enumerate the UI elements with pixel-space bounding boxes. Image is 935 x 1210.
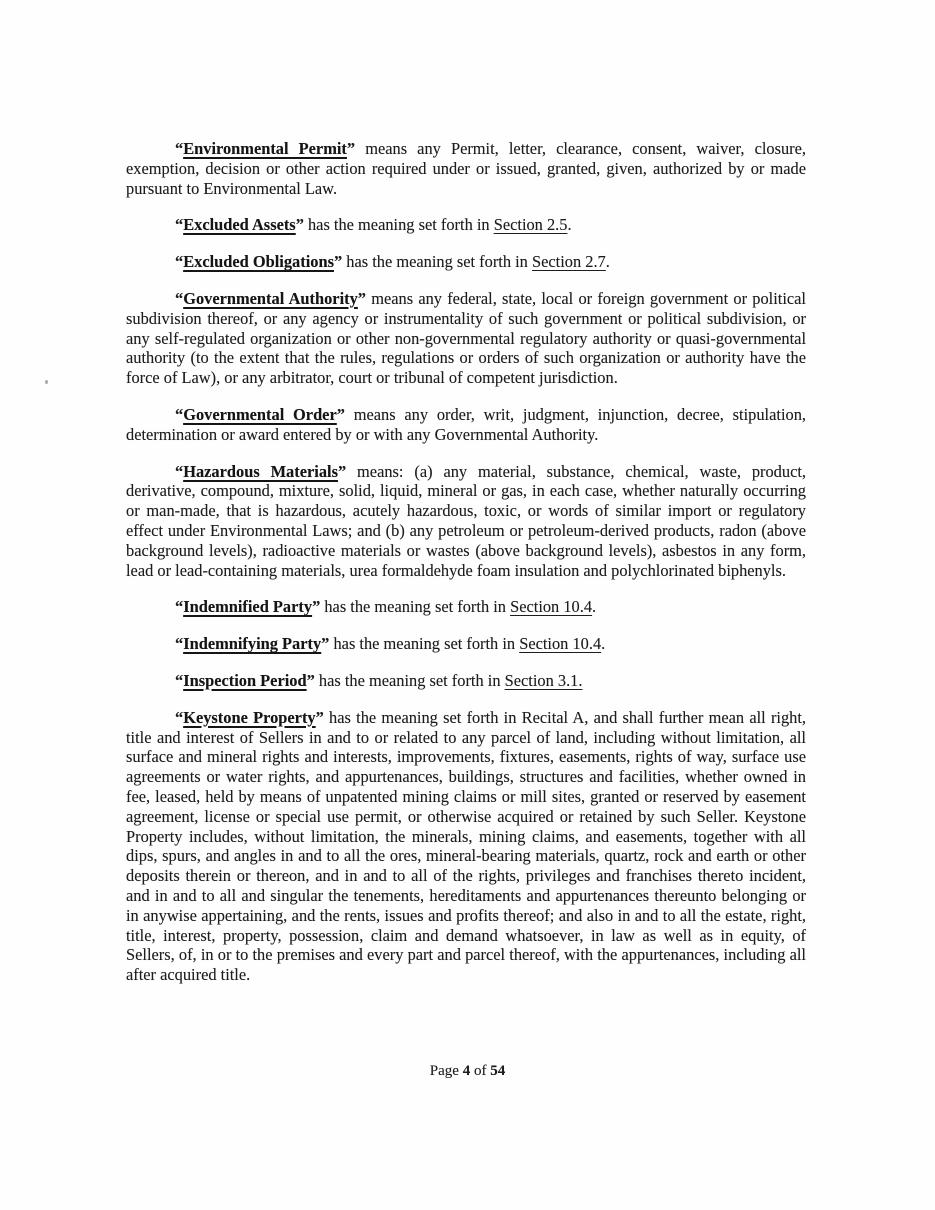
- document-body: [126, 139, 806, 985]
- defined-term: Inspection Period: [183, 670, 307, 690]
- definition-paragraph-indemnified-party: [126, 597, 806, 617]
- section-reference: Section 10.4: [510, 597, 593, 617]
- open-quote: “: [175, 707, 184, 727]
- open-quote: “: [175, 252, 184, 272]
- open-quote: “: [175, 215, 184, 235]
- paragraph-text: has the meaning set forth in: [320, 597, 511, 617]
- close-quote: ”: [336, 404, 345, 424]
- defined-term: Hazardous Materials: [183, 461, 338, 481]
- defined-term: Governmental Authority: [183, 288, 358, 308]
- section-reference: Section 3.1.: [504, 670, 583, 690]
- paragraph-text: has the meaning set forth in Recital A, and shall further mean all right, title and interest of Sellers in and to or related to any parcel of land, including without limitation, all surface and mineral rights and interests, improvements, fixtures, easements, rights of way, surface use agreements or water rights, and appurtenances, buildings, structures and facilities, whether owned in fee, leased, held by means of unpatented mining claims or mill sites, granted or reserved by easement agreement, license or special use permit, or otherwise acquired or retained by such Seller. Keystone Property includes, without limitation, the minerals, mining claims, and easements, together with all dips, spurs, and angles in and to all the ores, mineral-bearing materials, quartz, rock and earth or other deposits therein or thereon, and in and to all of the rights, privileges and franchises thereto incident, and in and to all and singular the tenements, hereditaments and appurtenances thereunto belonging or in anywise appertaining, and the rents, issues and profits thereof; and also in and to all the estate, right, title, interest, property, possession, claim and demand whatsoever, in law as well as in equity, of Sellers, of, in or to the premises and every part and parcel thereof, with the appurtenances, including all after acquired title.: [126, 707, 807, 985]
- close-quote: ”: [333, 252, 343, 272]
- footer-page-number: 4: [462, 1063, 471, 1079]
- paragraph-text: means any Permit, letter, clearance, consent, waiver, closure, exemption, decision or other action required under or issued, granted, given, authorized by or made pursuant to Environmental Law.: [126, 139, 806, 198]
- scan-speck-artifact: [45, 380, 48, 384]
- defined-term: Governmental Order: [183, 404, 337, 424]
- section-reference: Section 10.4: [519, 634, 602, 654]
- defined-term: Indemnifying Party: [183, 634, 322, 654]
- close-quote: ”: [295, 215, 304, 235]
- defined-term: Keystone Property: [183, 707, 316, 727]
- paragraph-text: .: [601, 634, 606, 654]
- definition-paragraph-governmental-authority: [126, 289, 806, 388]
- open-quote: “: [175, 634, 184, 654]
- paragraph-text: has the meaning set forth in: [329, 634, 520, 654]
- close-quote: ”: [321, 634, 330, 654]
- open-quote: “: [175, 139, 184, 158]
- definition-paragraph-inspection-period: [126, 671, 806, 691]
- footer-of-label: of: [470, 1063, 491, 1079]
- definition-paragraph-excluded-obligations: [126, 252, 806, 272]
- paragraph-text: has the meaning set forth in: [303, 215, 494, 235]
- paragraph-text: has the meaning set forth in: [314, 670, 505, 690]
- section-reference: Section 2.5: [493, 215, 568, 235]
- defined-term: Indemnified Party: [183, 597, 313, 617]
- open-quote: “: [175, 670, 184, 690]
- open-quote: “: [175, 597, 184, 617]
- section-reference: Section 2.7: [531, 252, 606, 272]
- paragraph-text: .: [605, 252, 610, 272]
- open-quote: “: [175, 461, 184, 481]
- defined-term: Environmental Permit: [183, 139, 347, 158]
- paragraph-text: means any federal, state, local or foreign government or political subdivision thereof, or any agency or instrumentality of such government or political subdivision, or any self-regulated organization or other non-governmental regulatory authority or quasi-governmental authority (to the extent that the rules, regulations or orders of such organization or authority have the force of Law), or any arbitrator, court or tribunal of competent jurisdiction.: [126, 288, 806, 388]
- definition-paragraph-indemnifying-party: [126, 634, 806, 654]
- footer-total-pages: 54: [490, 1063, 506, 1079]
- close-quote: ”: [312, 597, 321, 617]
- page-footer: [0, 1062, 935, 1080]
- close-quote: ”: [346, 139, 356, 158]
- definition-paragraph-hazardous-materials: [126, 462, 806, 581]
- paragraph-text: has the meaning set forth in: [342, 252, 532, 272]
- paragraph-text: .: [567, 215, 572, 235]
- definition-paragraph-environmental-permit: [126, 139, 806, 198]
- open-quote: “: [175, 288, 184, 308]
- paragraph-text: means any order, writ, judgment, injunction, decree, stipulation, determination or award entered by or with any Governmental Authority.: [126, 404, 806, 444]
- close-quote: ”: [315, 707, 324, 727]
- open-quote: “: [175, 404, 184, 424]
- definition-paragraph-excluded-assets: [126, 215, 806, 235]
- close-quote: ”: [357, 288, 366, 308]
- defined-term: Excluded Assets: [183, 215, 296, 235]
- paragraph-text: means: (a) any material, substance, chemical, waste, product, derivative, compound, mixture, solid, liquid, mineral or gas, in each case, whether naturally occurring or man-made, that is hazardous, acutely hazardous, toxic, or words of similar import or regulatory effect under Environmental Laws; and (b) any petroleum or petroleum-derived products, radon (above background levels), radioactive materials or wastes (above background levels), asbestos in any form, lead or lead-containing materials, urea formaldehyde foam insulation and polychlorinated biphenyls.: [126, 461, 806, 580]
- defined-term: Excluded Obligations: [183, 252, 334, 272]
- close-quote: ”: [337, 461, 347, 481]
- paragraph-text: .: [592, 597, 597, 617]
- footer-page-label: Page: [429, 1063, 463, 1079]
- definition-paragraph-governmental-order: [126, 405, 806, 445]
- definition-paragraph-keystone-property: [126, 708, 806, 985]
- close-quote: ”: [306, 670, 315, 690]
